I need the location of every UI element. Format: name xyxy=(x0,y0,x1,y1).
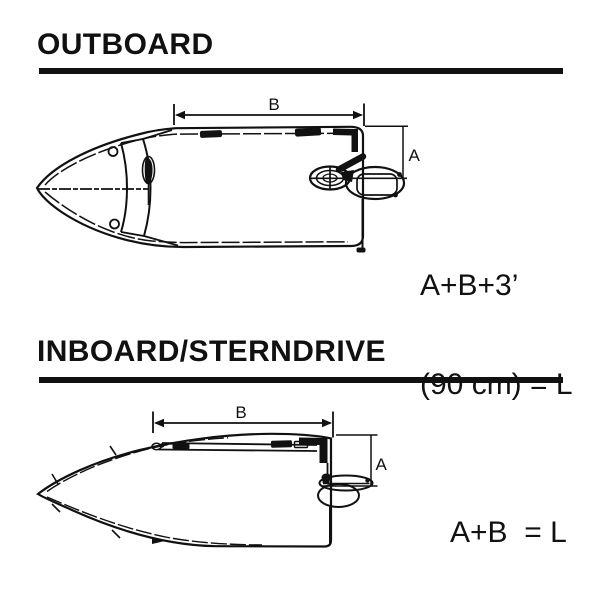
outboard-formula-line1: A+B+3’ xyxy=(420,269,519,302)
inboard-dim-a-label: A xyxy=(375,455,387,474)
outboard-dim-a-label: A xyxy=(408,146,420,165)
outboard-formula-line2: (90 cm) = L xyxy=(420,368,573,401)
inboard-section-title: INBOARD/STERNDRIVE xyxy=(37,335,386,368)
inboard-formula: A+B = L xyxy=(450,516,567,549)
outboard-boat-illustration xyxy=(37,127,404,253)
inboard-boat-illustration xyxy=(38,434,373,547)
outboard-dim-b-label: B xyxy=(268,95,280,114)
outboard-section-title: OUTBOARD xyxy=(37,28,214,61)
inboard-dim-b-label: B xyxy=(235,403,247,422)
